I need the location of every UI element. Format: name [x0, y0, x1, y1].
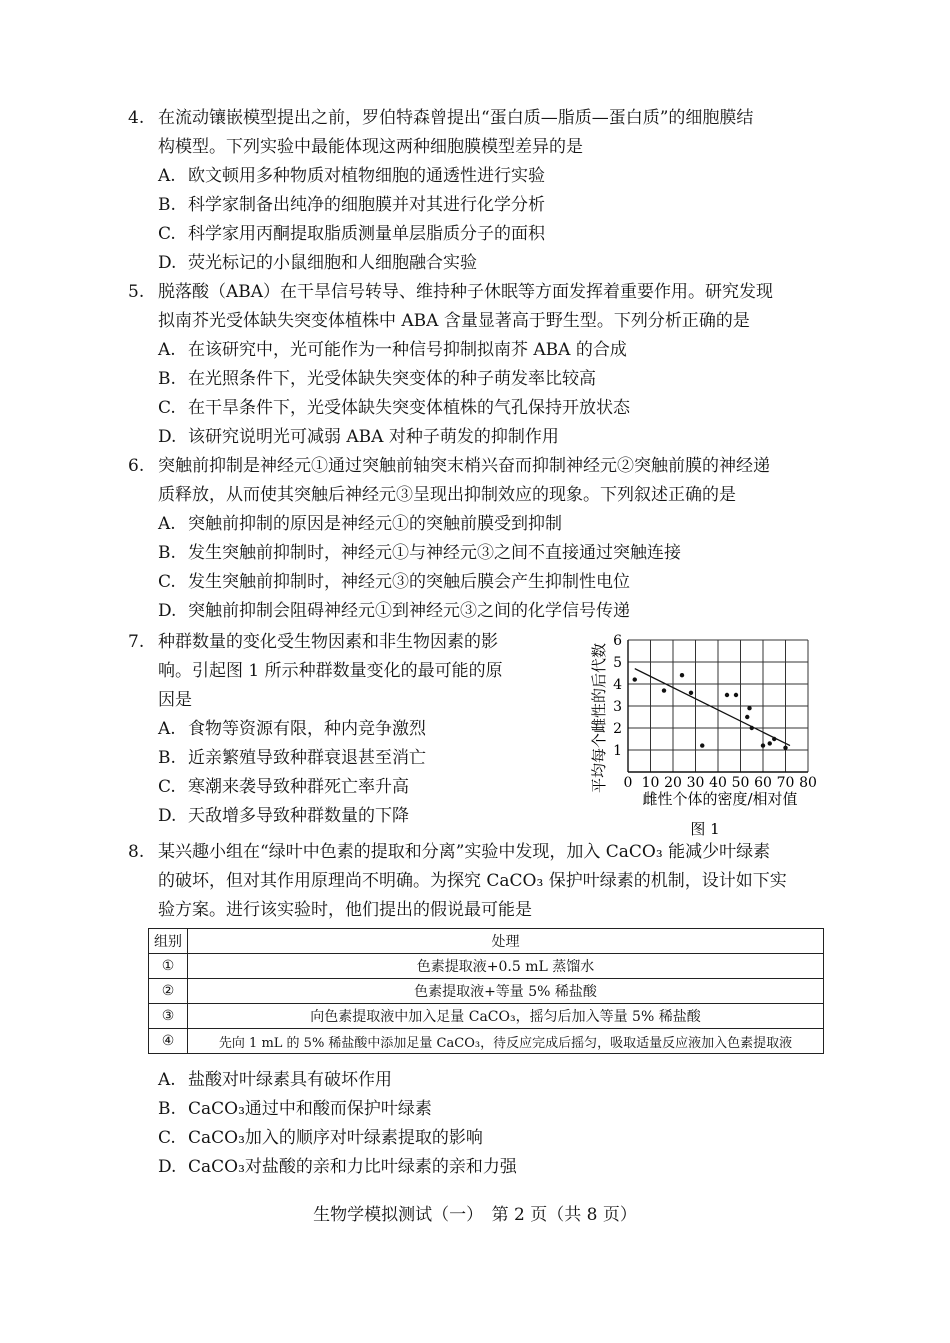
page-footer: 生物学模拟测试（一） 第 2 页（共 8 页）: [313, 1205, 637, 1225]
stem-line: 拟南芥光受体缺失突变体植株中 ABA 含量显著高于野生型。下列分析正确的是: [158, 311, 750, 331]
table-cell-treatment: 向色素提取液中加入足量 CaCO₃，摇匀后加入等量 5% 稀盐酸: [188, 1004, 824, 1029]
y-tick-label: 2: [613, 721, 622, 737]
x-tick-label: 40: [709, 775, 727, 791]
option-c[interactable]: C. 发生突触前抑制时，神经元③的突触后膜会产生抑制性电位: [158, 572, 630, 592]
y-tick-label: 6: [613, 633, 622, 649]
data-point: [734, 693, 738, 697]
table-cell-group: ③: [149, 1004, 188, 1029]
question-number: 7.: [128, 632, 145, 652]
stem-line: 响。引起图 1 所示种群数量变化的最可能的原: [158, 661, 503, 681]
stem-line: 突触前抑制是神经元①通过突触前轴突末梢兴奋而抑制神经元②突触前膜的神经递: [158, 456, 770, 476]
table-cell-treatment: 色素提取液+0.5 mL 蒸馏水: [188, 954, 824, 979]
stem-line: 构模型。下列实验中最能体现这两种细胞膜模型差异的是: [158, 137, 583, 157]
stem-line: 在流动镶嵌模型提出之前，罗伯特森曾提出“蛋白质—脂质—蛋白质”的细胞膜结: [158, 108, 754, 128]
x-tick-label: 0: [623, 775, 633, 791]
data-point: [768, 741, 772, 745]
option-a[interactable]: A. 欧文顿用多种物质对植物细胞的通透性进行实验: [158, 166, 545, 186]
trend-line: [635, 669, 790, 746]
question-8-options: [128, 1066, 828, 1182]
option-c[interactable]: C. 寒潮来袭导致种群死亡率升高: [158, 777, 409, 797]
question-number: 4.: [128, 108, 145, 128]
option-b[interactable]: B. 发生突触前抑制时，神经元①与神经元③之间不直接通过突触连接: [158, 543, 681, 563]
figure-1: [588, 632, 828, 844]
data-point: [662, 688, 666, 692]
table-row: [149, 1029, 824, 1054]
question-8: [128, 838, 828, 925]
stem-line: 脱落酸（ABA）在干旱信号转导、维持种子休眠等方面发挥着重要作用。研究发现: [158, 282, 774, 302]
data-point: [747, 706, 751, 710]
question-number: 6.: [128, 456, 145, 476]
data-point: [680, 673, 684, 677]
data-point: [761, 743, 765, 747]
option-c[interactable]: C. CaCO₃加入的顺序对叶绿素提取的影响: [158, 1128, 483, 1148]
option-d[interactable]: D. CaCO₃对盐酸的亲和力比叶绿素的亲和力强: [158, 1157, 517, 1177]
table-row: [149, 954, 824, 979]
table-header: 组别: [149, 929, 188, 954]
data-point: [783, 746, 787, 750]
question-number: 8.: [128, 842, 145, 862]
question-4: [128, 104, 828, 278]
question-stem: [128, 104, 828, 162]
stem-line: 的破坏，但对其作用原理尚不明确。为探究 CaCO₃ 保护叶绿素的机制，设计如下实: [158, 871, 787, 891]
option-c[interactable]: C. 在干旱条件下，光受体缺失突变体植株的气孔保持开放状态: [158, 398, 630, 418]
option-b[interactable]: B. CaCO₃通过中和酸而保护叶绿素: [158, 1099, 432, 1119]
option-d[interactable]: D. 天敌增多导致种群数量的下降: [158, 806, 409, 826]
data-point: [700, 743, 704, 747]
question-7: [128, 628, 548, 831]
option-d[interactable]: D. 突触前抑制会阻碍神经元①到神经元③之间的化学信号传递: [158, 601, 630, 621]
experiment-table: [148, 928, 824, 1054]
y-tick-label: 3: [613, 699, 622, 715]
question-stem: [128, 452, 828, 510]
y-tick-label: 4: [613, 677, 622, 693]
y-axis-label: 平均每个雌性的后代数: [590, 642, 608, 794]
table-row: [149, 979, 824, 1004]
x-tick-label: 80: [799, 775, 817, 791]
option-d[interactable]: D. 该研究说明光可减弱 ABA 对种子萌发的抑制作用: [158, 427, 559, 447]
stem-line: 某兴趣小组在“绿叶中色素的提取和分离”实验中发现，加入 CaCO₃ 能减少叶绿素: [158, 842, 771, 862]
x-tick-label: 30: [686, 775, 705, 791]
table-cell-treatment: 色素提取液+等量 5% 稀盐酸: [188, 979, 824, 1004]
stem-line: 因是: [158, 690, 192, 710]
table-cell-group: ②: [149, 979, 188, 1004]
stem-line: 种群数量的变化受生物因素和非生物因素的影: [158, 632, 498, 652]
option-a[interactable]: A. 突触前抑制的原因是神经元①的突触前膜受到抑制: [158, 514, 562, 534]
question-number: 5.: [128, 282, 145, 302]
option-b[interactable]: B. 科学家制备出纯净的细胞膜并对其进行化学分析: [158, 195, 545, 215]
stem-line: 验方案。进行该实验时，他们提出的假说最可能是: [158, 900, 532, 920]
table-header-row: [149, 929, 824, 954]
table-header: 处理: [188, 929, 824, 954]
data-point: [689, 691, 693, 695]
option-a[interactable]: A. 在该研究中，光可能作为一种信号抑制拟南芥 ABA 的合成: [158, 340, 627, 360]
stem-line: 质释放，从而使其突触后神经元③呈现出抑制效应的现象。下列叙述正确的是: [158, 485, 736, 505]
x-tick-label: 20: [664, 775, 682, 791]
option-a[interactable]: A. 食物等资源有限，种内竞争激烈: [158, 719, 426, 739]
x-tick-label: 70: [776, 775, 795, 791]
question-stem: [128, 628, 548, 715]
option-b[interactable]: B. 在光照条件下，光受体缺失突变体的种子萌发率比较高: [158, 369, 596, 389]
x-tick-label: 10: [641, 775, 660, 791]
figure-caption: 图 1: [690, 820, 720, 838]
option-a[interactable]: A. 盐酸对叶绿素具有破坏作用: [158, 1070, 392, 1090]
question-stem: [128, 838, 828, 925]
table-cell-group: ①: [149, 954, 188, 979]
question-6: [128, 452, 828, 626]
question-5: [128, 278, 828, 452]
table-cell-group: ④: [149, 1029, 188, 1054]
x-axis-label: 雌性个体的密度/相对值: [642, 790, 798, 808]
x-tick-label: 60: [754, 775, 772, 791]
x-tick-label: 50: [731, 775, 750, 791]
scatter-chart: [588, 632, 828, 844]
y-tick-label: 1: [613, 743, 622, 759]
question-stem: [128, 278, 828, 336]
data-point: [633, 677, 637, 681]
y-tick-label: 5: [613, 655, 622, 671]
option-d[interactable]: D. 荧光标记的小鼠细胞和人细胞融合实验: [158, 253, 477, 273]
option-b[interactable]: B. 近亲繁殖导致种群衰退甚至消亡: [158, 748, 426, 768]
option-c[interactable]: C. 科学家用丙酮提取脂质测量单层脂质分子的面积: [158, 224, 545, 244]
table-cell-treatment: 先向 1 mL 的 5% 稀盐酸中添加足量 CaCO₃，待反应完成后摇匀，吸取适量反应液加入色素提取液: [188, 1029, 824, 1054]
data-point: [745, 715, 749, 719]
data-point: [725, 693, 729, 697]
table-row: [149, 1004, 824, 1029]
